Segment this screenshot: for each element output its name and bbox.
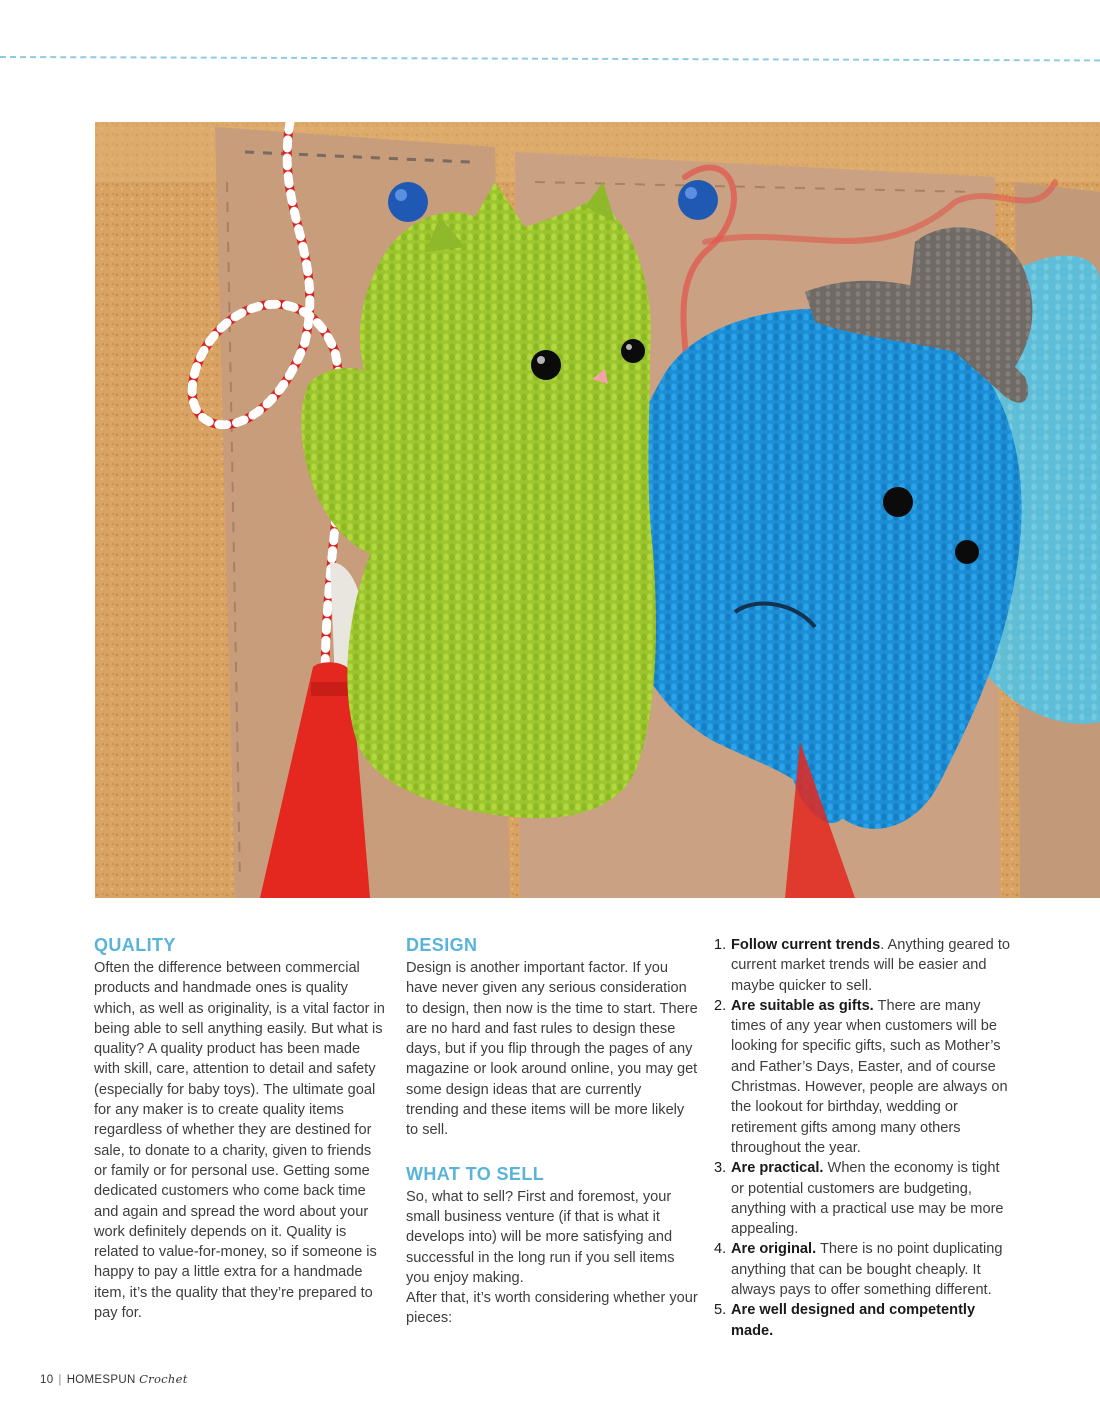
page-footer <box>40 1372 188 1386</box>
list-number: 3. <box>714 1160 727 1177</box>
publication-name: HOMESPUN <box>66 1374 136 1386</box>
push-pin-icon <box>678 180 718 220</box>
what-to-sell-intro: After that, it’s worth considering whether your pieces: <box>406 1290 698 1327</box>
quality-body: Often the difference between commercial products and handmade ones is quality which, as well as originality, is a vital factor in being able to sell anything easily. But what is quality? A quality product has been made with skill, care, attention to detail and safety (especially for baby toys). The ultimate goal for any maker is to create quality items regardless of whether they are destined for sale, to donate to a charity, given to friends or family or for personal use. Getting some dedicated customers who come back time and again and spread the word about your work definitely depends on it. Quality is related to value-for-money, so if someone is happy to pay a little extra for a handmade item, it’s the quality that they’re prepared to pay for. <box>94 960 385 1322</box>
quality-heading: QUALITY <box>94 935 176 955</box>
crochet-toys-illustration <box>95 122 1100 898</box>
list-lead: Are practical. <box>731 1160 824 1177</box>
list-number: 1. <box>714 937 727 953</box>
dashed-rule <box>0 56 1100 61</box>
push-pin-icon <box>388 182 428 222</box>
list-lead: Are original. <box>731 1241 817 1258</box>
design-body: Design is another important factor. If you have never given any serious consideration to design, then now is the time to start. There are no hard and fast rules to design these days, but if you flip through the pages of any magazine or look around online, you may get some design ideas that are currently trending and these items will be more likely to sell. <box>406 960 698 1139</box>
list-text: When the economy is tight or potential customers are budgeting, anything with a practical use may be more appealing. <box>731 1160 1004 1238</box>
design-heading: DESIGN <box>406 935 478 955</box>
publication-subtitle: Crochet <box>139 1372 188 1386</box>
list-number: 5. <box>714 1302 727 1319</box>
what-to-sell-heading: WHAT TO SELL <box>406 1163 545 1184</box>
list-lead: Follow current trends <box>731 937 881 953</box>
tips-list <box>714 935 1014 1341</box>
list-lead: Are suitable as gifts. <box>731 997 874 1014</box>
list-item <box>714 935 1014 996</box>
hero-photo <box>95 122 1100 898</box>
list-item <box>714 996 1014 1158</box>
design-section <box>406 932 698 1329</box>
list-number: 2. <box>714 997 727 1014</box>
list-text: There are many times of any year when customers will be looking for specific gifts, such as Mother’s and Father’s Days, Easter, and of course Christmas. However, people are always on the lookout for birthday, wedding or retirement gifts among many others throughout the year. <box>731 997 1008 1156</box>
quality-section <box>94 932 386 1323</box>
list-item <box>714 1239 1014 1300</box>
tips-section <box>714 932 1014 1341</box>
footer-separator: | <box>58 1374 62 1386</box>
list-item <box>714 1300 1014 1341</box>
list-text: There is no point duplicating anything that can be bought cheaply. It always pays to offer something different. <box>731 1241 1003 1299</box>
list-number: 4. <box>714 1241 727 1258</box>
list-item <box>714 1158 1014 1239</box>
list-text: . Anything geared to current market trends will be easier and maybe quicker to sell. <box>731 937 1011 994</box>
list-lead: Are well designed and competently made. <box>731 1302 976 1339</box>
page-number: 10 <box>40 1374 54 1386</box>
what-to-sell-body: So, what to sell? First and foremost, your small business venture (if that is what it develops into) will be more satisfying and successful in the long run if you sell items you enjoy making. <box>406 1188 675 1286</box>
